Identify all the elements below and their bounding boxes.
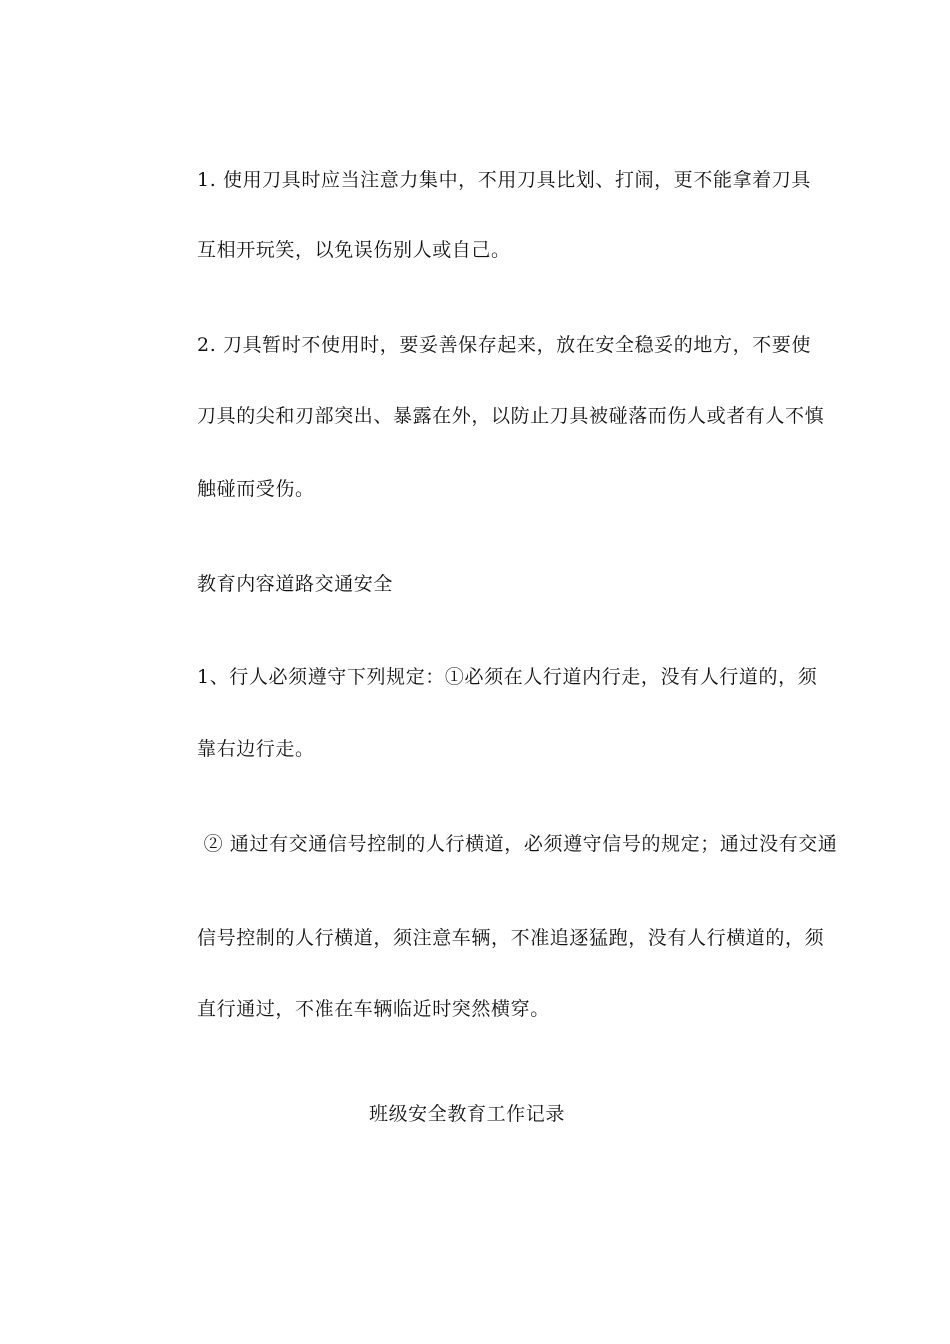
- paragraph-line: ② 通过有交通信号控制的人行横道，必须遵守信号的规定；通过没有交通: [197, 833, 838, 855]
- paragraph-line: 刀具的尖和刃部突出、暴露在外，以防止刀具被碰落而伤人或者有人不慎: [197, 405, 825, 427]
- paragraph-line: 1. 使用刀具时应当注意力集中，不用刀具比划、打闹，更不能拿着刀具: [197, 169, 811, 191]
- paragraph-line: 直行通过，不准在车辆临近时突然横穿。: [197, 998, 550, 1020]
- section-heading: 教育内容道路交通安全: [197, 573, 394, 595]
- paragraph-line: 互相开玩笑，以免误伤别人或自己。: [197, 239, 511, 261]
- paragraph-line: 信号控制的人行横道，须注意车辆，不准追逐猛跑，没有人行横道的，须: [197, 927, 825, 949]
- paragraph-line: 1、行人必须遵守下列规定：①必须在人行道内行走，没有人行道的，须: [197, 666, 818, 688]
- paragraph-line: 2. 刀具暂时不使用时，要妥善保存起来，放在安全稳妥的地方，不要使: [197, 334, 811, 356]
- paragraph-line: 触碰而受伤。: [197, 478, 315, 500]
- paragraph-line: 靠右边行走。: [197, 738, 315, 760]
- footer-title: 班级安全教育工作记录: [368, 1103, 565, 1125]
